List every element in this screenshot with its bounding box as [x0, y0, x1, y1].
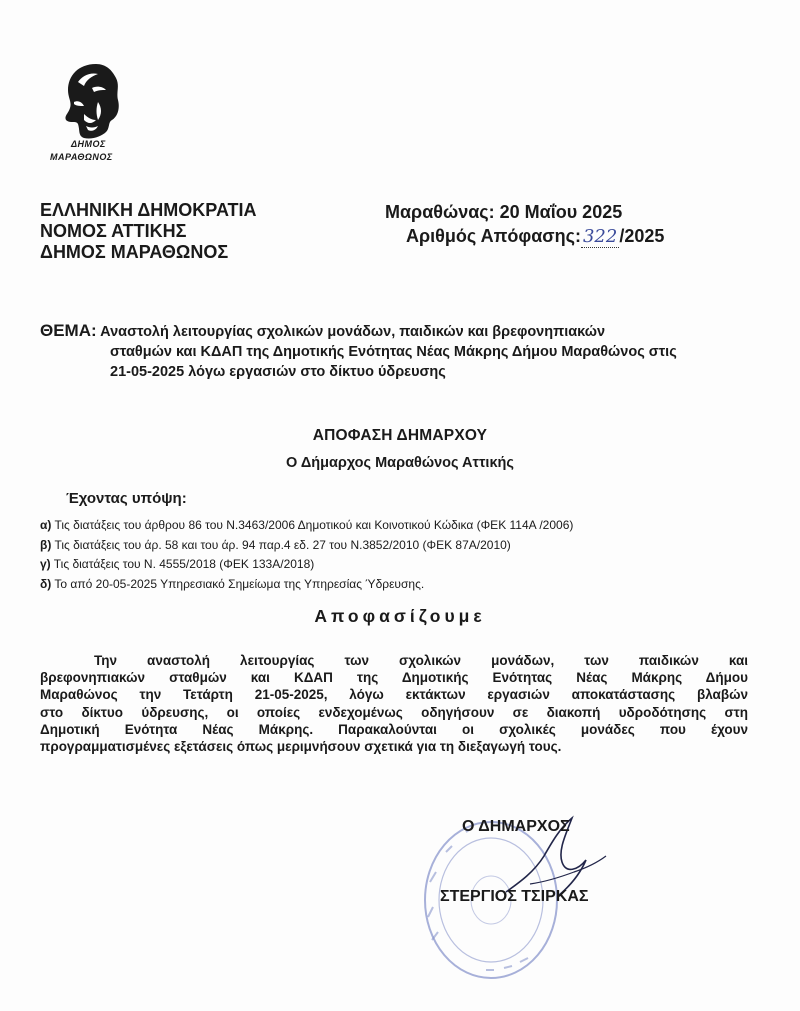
list-item-marker: δ): [40, 576, 52, 591]
list-item: [40, 555, 573, 575]
list-item-text: Τις διατάξεις του άρ. 58 και του άρ. 94 παρ.4 εδ. 27 του Ν.3852/2010 (ΦΕΚ 87Α/2010): [54, 537, 511, 552]
decision-body-line-3: Μαραθώνος την Τετάρτη 21-05-2025, λόγω εκτάκτων εργασιών αποκατάστασης βλαβών: [40, 687, 748, 703]
decision-subtitle: Ο Δήμαρχος Μαραθώνος Αττικής: [286, 455, 514, 471]
subject-label: ΘΕΜΑ:: [40, 321, 97, 340]
list-item-text: Τις διατάξεις του άρθρου 86 του Ν.3463/2006 Δημοτικού και Κοινοτικού Κώδικα (ΦΕΚ 114Α /2006): [54, 518, 574, 532]
list-item-marker: α): [40, 518, 52, 532]
date-line: Μαραθώνας: 20 Μαΐου 2025: [385, 202, 623, 222]
logo-line-1: ΔΗΜΟΣ: [71, 139, 106, 149]
issuer-block: [40, 200, 256, 263]
decision-title: ΑΠΟΦΑΣΗ ΔΗΜΑΡΧΟΥ: [312, 427, 488, 444]
decision-number: 322: [582, 226, 618, 247]
issuer-line-3: ΔΗΜΟΣ ΜΑΡΑΘΩΝΟΣ: [40, 242, 229, 262]
issuer-line-2: ΝΟΜΟΣ ΑΤΤΙΚΗΣ: [40, 221, 187, 241]
signature-title: Ο ΔΗΜΑΡΧΟΣ: [462, 818, 570, 835]
list-item-text: Τις διατάξεις του Ν. 4555/2018 (ΦΕΚ 133Α/2018): [53, 557, 315, 571]
subject-line-3: 21-05-2025 λόγω εργασιών στο δίκτυο ύδρευσης: [110, 364, 446, 380]
list-item: [40, 536, 573, 556]
issuer-line-1: ΕΛΛΗΝΙΚΗ ΔΗΜΟΚΡΑΤΙΑ: [40, 200, 257, 220]
list-item-marker: β): [40, 537, 52, 552]
list-item: [40, 575, 573, 595]
subject-line-2: σταθμών και ΚΔΑΠ της Δημοτικής Ενότητας Νέας Μάκρης Δήμου Μαραθώνος στις: [110, 344, 677, 360]
municipality-head-emblem-icon: [48, 58, 138, 166]
list-item: [40, 516, 573, 536]
considering-list: [40, 516, 573, 594]
decision-number-label: Αριθμός Απόφασης:: [406, 226, 581, 246]
decide-heading: Αποφασίζουμε: [314, 606, 486, 626]
decision-body-line-4: στο δίκτυο ύδρευσης, οι οποίες ενδεχομένως οδηγήσουν σε διακοπή υδροδότησης στη: [40, 704, 748, 720]
decision-body-line-6: προγραμματισμένες εξετάσεις όπως μεριμνήσουν σχετικά για τη διεξαγωγή τους.: [40, 739, 562, 755]
decision-body: [40, 652, 748, 755]
logo-line-2: ΜΑΡΑΘΩΝΟΣ: [50, 152, 113, 162]
decision-number-line: [406, 226, 664, 248]
list-item-text: Το από 20-05-2025 Υπηρεσιακό Σημείωμα της Υπηρεσίας Ύδρευσης.: [54, 576, 425, 591]
decision-body-line-1: Την αναστολή λειτουργίας των σχολικών μονάδων, των παιδικών και: [94, 653, 748, 668]
list-item-marker: γ): [40, 557, 51, 571]
decision-body-line-2: βρεφονηπιακών σταθμών και ΚΔΑΠ της Δημοτικής Ενότητας Νέας Μάκρης Δήμου: [40, 670, 748, 686]
decision-body-line-5: Δημοτική Ενότητα Νέας Μάκρης. Παρακαλούνται οι σχολικές μονάδες που έχουν: [40, 721, 748, 737]
subject-line-1: Αναστολή λειτουργίας σχολικών μονάδων, παιδικών και βρεφονηπιακών: [100, 324, 606, 340]
decision-year: /2025: [619, 226, 665, 246]
considering-heading: Έχοντας υπόψη:: [66, 490, 187, 507]
signatory-name: ΣΤΕΡΓΙΟΣ ΤΣΙΡΚΑΣ: [440, 888, 589, 905]
subject-block: [40, 321, 740, 382]
